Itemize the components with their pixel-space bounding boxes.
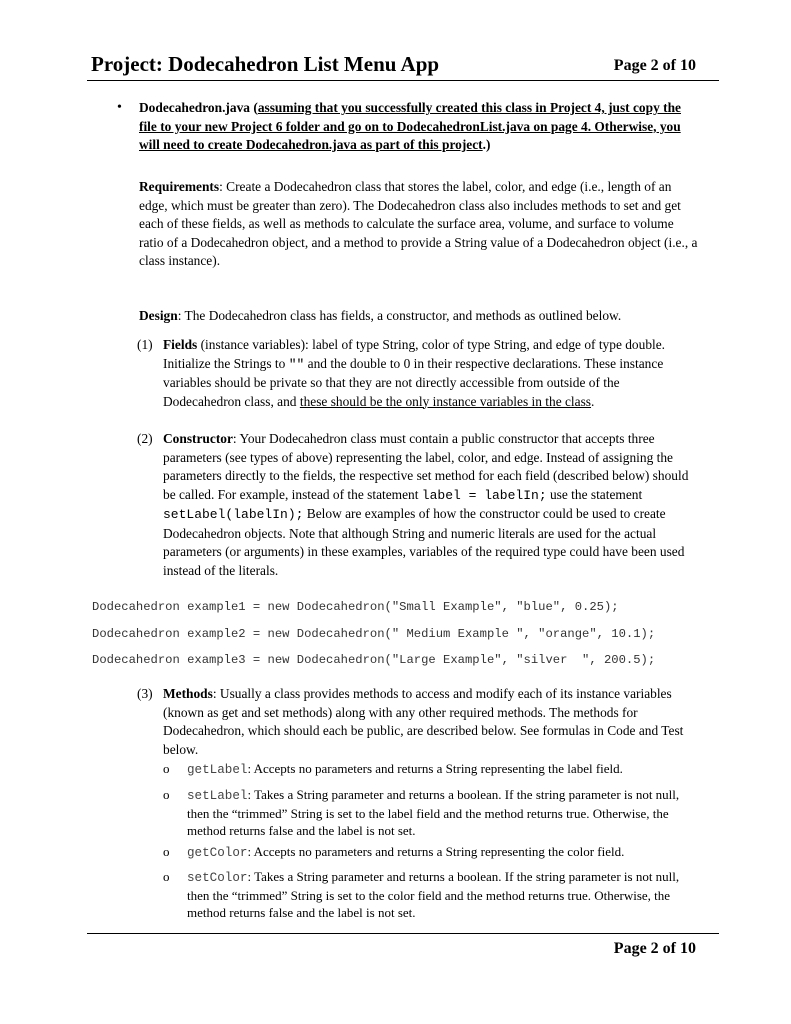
method-desc: : Accepts no parameters and returns a String representing the color field.: [247, 844, 625, 859]
file-intro: [139, 99, 699, 155]
constructor-number: (2): [137, 431, 153, 446]
requirements-text: : Create a Dodecahedron class that stores the label, color, and edge (i.e., length of an edge, which must be greater than zero). The Dodecahedron class also includes methods to set and get each of these fields, as well as methods to calculate the surface area, volume, and surface to volume ratio of a Dodecahedron object, and a method to provide a String value of a Dodecahedron object (i.e., a class instance).: [139, 179, 698, 268]
method-marker: o: [163, 844, 170, 859]
methods-label: Methods: [163, 686, 213, 701]
bullet-marker: •: [117, 100, 122, 115]
methods-text: : Usually a class provides methods to access and modify each of its instance variables (known as get and set methods) along with any other required methods. The methods for Dodecahedron, which should each be public, are described below. See formulas in Code and Test below.: [163, 686, 684, 757]
design-label: Design: [139, 308, 178, 323]
method-desc: : Accepts no parameters and returns a String representing the label field.: [247, 761, 623, 776]
file-name: Dodecahedron.java: [139, 100, 250, 115]
footer-divider: [87, 933, 719, 934]
fields-number: (1): [137, 337, 153, 352]
design-paragraph: [139, 307, 699, 326]
fields-label: Fields: [163, 337, 198, 352]
constructor-text-1: : Your Dodecahedron class must contain a public constructor that accepts three parameters (see types of above) representing the label, color, and edge. Instead of assigning the parameters directly to the fields, the respective set method for each field (described below) should be called. For example, instead of the statement: [163, 431, 689, 502]
method-desc: : Takes a String parameter and returns a boolean. If the string parameter is not null, then the “trimmed” String is set to the label field and the method returns true. Otherwise, the method returns false and the label is not set.: [187, 787, 680, 838]
page-title: Project: Dodecahedron List Menu App: [91, 52, 440, 76]
method-name: getLabel: [187, 763, 248, 777]
method-item: [163, 760, 703, 778]
method-marker: o: [163, 761, 170, 776]
fields-end: .: [591, 393, 595, 409]
code-example-3: Dodecahedron example3 = new Dodecahedron("Large Example", "silver ", 200.5);: [92, 653, 656, 667]
file-note: assuming that you successfully created this class in Project 4, just copy the file to your new Project 6 folder and go on to DodecahedronList.java on page 4. Otherwise, you will need to create Dodecahedron.java as part of this project: [139, 100, 681, 152]
footer-page-number: Page 2 of 10: [613, 940, 696, 957]
note-close: .): [482, 137, 491, 152]
header-divider: [87, 80, 719, 81]
constructor-label: Constructor: [163, 431, 233, 446]
method-marker: o: [163, 869, 170, 884]
method-name: setLabel: [187, 789, 248, 803]
open-paren: (: [253, 100, 258, 115]
fields-text-2: and the double to 0 in their respective declarations. These instance variables should be private so that they are not directly accessible from outside of the Dodecahedron class, and: [163, 355, 664, 409]
design-text: : The Dodecahedron class has fields, a constructor, and methods as outlined below.: [177, 308, 622, 323]
method-desc: : Takes a String parameter and returns a boolean. If the string parameter is not null, then the “trimmed” String is set to the color field and the method returns true. Otherwise, the method returns false and the label is not set.: [187, 869, 680, 920]
constructor-text-3: Below are examples of how the constructor could be used to create Dodecahedron objects. Note that although String and numeric literals are used for the actual parameters (or arguments) in these examples, variables of the required type could have been used instead of the literals.: [163, 506, 685, 578]
header-page-number: Page 2 of 10: [613, 57, 696, 74]
constructor-item: [137, 430, 702, 590]
method-name: setColor: [187, 871, 248, 885]
requirements-paragraph: [139, 178, 699, 271]
constructor-code-1: label = labelIn;: [421, 487, 547, 503]
code-example-1: Dodecahedron example1 = new Dodecahedron("Small Example", "blue", 0.25);: [92, 600, 619, 614]
method-marker: o: [163, 787, 170, 802]
fields-item: [137, 336, 702, 416]
requirements-label: Requirements: [139, 179, 220, 194]
methods-item: [137, 685, 702, 761]
constructor-code-2: setLabel(labelIn);: [163, 507, 304, 522]
method-item: [163, 868, 703, 920]
method-item: [163, 843, 703, 861]
constructor-text-2: use the statement: [546, 486, 643, 502]
fields-empty-string-code: "": [288, 356, 305, 372]
methods-number: (3): [137, 686, 153, 701]
fields-text-1: (instance variables): label of type String, color of type String, and edge of type double. Initialize the Strings to: [163, 337, 666, 371]
code-example-2: Dodecahedron example2 = new Dodecahedron(" Medium Example ", "orange", 10.1);: [92, 627, 656, 641]
fields-underlined-note: these should be the only instance variables in the class: [299, 393, 592, 409]
method-name: getColor: [187, 846, 248, 860]
method-item: [163, 786, 703, 838]
